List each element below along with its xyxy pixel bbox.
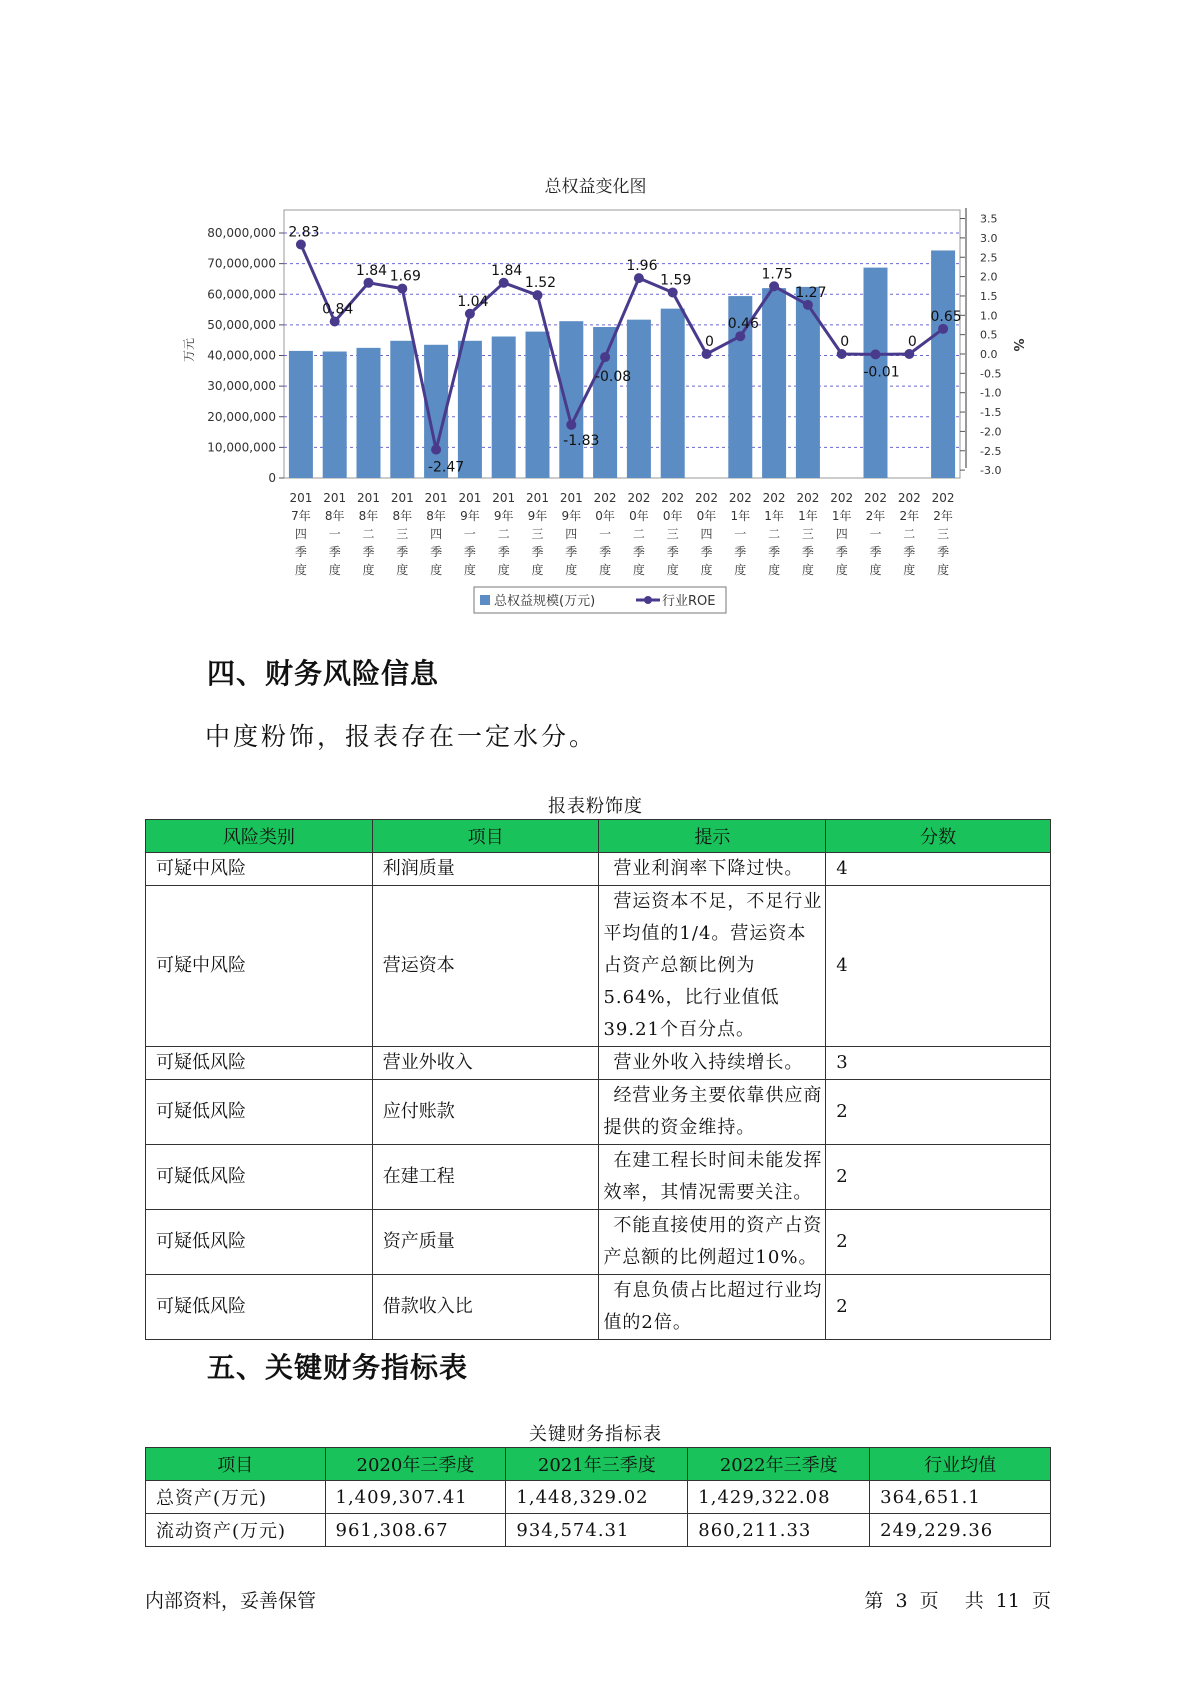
x-tick-label: 8年 xyxy=(392,509,413,523)
y2-tick-label: 2.0 xyxy=(980,270,998,284)
y-tick-label: 80,000,000 xyxy=(207,226,276,240)
risk-item: 借款收入比 xyxy=(372,1275,599,1340)
x-tick-label: 0年 xyxy=(595,509,615,523)
page-mid: 页 xyxy=(919,1590,939,1612)
roe-data-label: 1.52 xyxy=(524,275,557,292)
x-tick-label: 1年 xyxy=(798,509,818,523)
legend-line-label: 行业ROE xyxy=(662,594,716,609)
y2-tick-label: 3.0 xyxy=(980,231,998,245)
roe-data-label: 0 xyxy=(907,334,917,350)
risk-item: 营业外收入 xyxy=(372,1047,599,1080)
bar xyxy=(390,341,414,478)
header-cell: 项目 xyxy=(146,1448,326,1481)
roe-data-label: -2.47 xyxy=(427,459,465,476)
kpi-value: 1,409,307.41 xyxy=(325,1481,506,1514)
x-tick-label: 2年 xyxy=(899,509,920,523)
y2-tick-label: -3.0 xyxy=(980,464,1002,478)
risk-category: 可疑低风险 xyxy=(146,1145,373,1210)
risk-category: 可疑中风险 xyxy=(146,886,373,1047)
x-tick-label: 季 xyxy=(869,545,882,559)
table-row xyxy=(146,1481,1051,1514)
risk-score: 2 xyxy=(826,1145,1051,1210)
x-tick-label: 一 xyxy=(463,527,476,541)
risk-category: 可疑中风险 xyxy=(146,853,373,886)
x-tick-label: 1年 xyxy=(764,509,784,523)
kpi-label: 总资产(万元) xyxy=(146,1481,326,1514)
x-tick-label: 四 xyxy=(294,527,307,541)
table-row xyxy=(146,886,1051,1047)
footer-page-number xyxy=(864,1586,1051,1613)
risk-item: 应付账款 xyxy=(372,1080,599,1145)
roe-data-label: 1.84 xyxy=(491,262,523,279)
x-tick-label: 三 xyxy=(937,527,950,541)
roe-data-label: 0.84 xyxy=(322,301,354,318)
x-tick-label: 季 xyxy=(294,545,307,559)
header-cell: 分数 xyxy=(826,820,1051,853)
bar xyxy=(357,348,381,478)
x-tick-label: 201 xyxy=(458,491,482,505)
risk-hint: 有息负债占比超过行业均值的2倍。 xyxy=(599,1275,826,1340)
bar xyxy=(559,321,583,478)
y2-tick-label: 0.5 xyxy=(980,328,998,342)
x-tick-label: 0年 xyxy=(662,509,683,523)
roe-point xyxy=(702,349,712,359)
header-cell: 提示 xyxy=(599,820,826,853)
risk-category: 可疑低风险 xyxy=(146,1080,373,1145)
x-tick-label: 三 xyxy=(666,527,679,541)
risk-summary: 中度粉饰，报表存在一定水分。 xyxy=(205,722,598,751)
x-tick-label: 季 xyxy=(531,545,544,559)
roe-data-label: -1.83 xyxy=(563,432,600,449)
y2-tick-label: -1.0 xyxy=(980,386,1002,400)
kpi-table-header xyxy=(146,1448,1051,1481)
footer-confidential: 内部资料，妥善保管 xyxy=(145,1590,317,1612)
x-tick-label: 季 xyxy=(801,545,814,559)
bar xyxy=(627,320,651,478)
kpi-label: 流动资产(万元) xyxy=(146,1514,326,1547)
header-cell: 2022年三季度 xyxy=(688,1448,870,1481)
page-num: 3 xyxy=(895,1590,908,1612)
risk-table xyxy=(145,819,1051,1340)
x-tick-label: 度 xyxy=(666,563,679,577)
roe-point xyxy=(566,420,576,430)
x-tick-label: 202 xyxy=(830,491,854,505)
x-tick-label: 二 xyxy=(903,527,916,541)
bar xyxy=(661,309,685,478)
roe-data-label: 1.69 xyxy=(389,268,421,285)
kpi-value: 249,229.36 xyxy=(870,1514,1051,1547)
x-tick-label: 二 xyxy=(768,527,781,541)
x-tick-label: 四 xyxy=(700,527,713,541)
x-tick-label: 季 xyxy=(666,545,679,559)
x-tick-label: 201 xyxy=(357,491,380,505)
x-tick-label: 度 xyxy=(362,563,375,577)
y-tick-label: 30,000,000 xyxy=(207,379,276,394)
x-tick-label: 2年 xyxy=(865,509,886,523)
x-tick-label: 季 xyxy=(632,545,645,559)
x-tick-label: 季 xyxy=(430,545,443,559)
x-tick-label: 9年 xyxy=(460,509,480,523)
roe-data-label: -0.01 xyxy=(863,364,900,381)
x-tick-label: 度 xyxy=(801,563,814,577)
roe-point xyxy=(533,290,543,300)
header-cell: 风险类别 xyxy=(146,820,373,853)
x-tick-label: 度 xyxy=(294,563,307,577)
x-tick-label: 度 xyxy=(531,563,544,577)
legend-line-marker xyxy=(644,596,652,604)
bar xyxy=(289,351,313,478)
roe-data-label: 0 xyxy=(705,334,714,350)
risk-table-caption: 报表粉饰度 xyxy=(548,796,643,817)
risk-score: 3 xyxy=(826,1047,1051,1080)
y2-axis-label: % xyxy=(1010,338,1025,352)
y2-tick-label: -0.5 xyxy=(980,367,1002,381)
x-tick-label: 季 xyxy=(328,545,341,559)
x-tick-label: 季 xyxy=(903,545,916,559)
y2-tick-label: 1.0 xyxy=(980,309,998,323)
chart-title: 总权益变化图 xyxy=(544,177,647,197)
x-tick-label: 度 xyxy=(937,563,950,577)
roe-data-label: 0.65 xyxy=(930,308,962,325)
kpi-value: 1,429,322.08 xyxy=(688,1481,870,1514)
roe-point xyxy=(330,316,340,326)
x-tick-label: 季 xyxy=(362,545,375,559)
x-tick-label: 度 xyxy=(835,563,848,577)
header-cell: 2021年三季度 xyxy=(506,1448,688,1481)
table-row xyxy=(146,1145,1051,1210)
x-tick-label: 201 xyxy=(492,491,516,505)
bar xyxy=(492,337,516,478)
x-tick-label: 季 xyxy=(768,545,781,559)
x-tick-label: 度 xyxy=(734,563,747,577)
y-tick-label: 70,000,000 xyxy=(207,256,276,271)
header-cell: 项目 xyxy=(372,820,599,853)
x-tick-label: 1年 xyxy=(831,509,852,523)
x-tick-label: 度 xyxy=(599,563,612,577)
risk-score: 4 xyxy=(826,853,1051,886)
kpi-table-caption: 关键财务指标表 xyxy=(529,1424,662,1445)
x-tick-label: 一 xyxy=(734,527,747,541)
x-tick-label: 三 xyxy=(396,527,409,541)
x-tick-label: 9年 xyxy=(527,509,548,523)
risk-category: 可疑低风险 xyxy=(146,1275,373,1340)
x-tick-label: 季 xyxy=(565,545,578,559)
x-tick-label: 四 xyxy=(835,527,848,541)
roe-point xyxy=(296,239,306,249)
roe-data-label: -0.08 xyxy=(594,369,632,386)
x-tick-label: 季 xyxy=(937,545,950,559)
kpi-value: 961,308.67 xyxy=(325,1514,506,1547)
roe-data-label: 1.75 xyxy=(761,266,793,283)
risk-hint: 营运资本不足，不足行业平均值的1/4。营运资本占资产总额比例为5.64%，比行业值低39.21个百分点。 xyxy=(599,886,826,1047)
x-tick-label: 季 xyxy=(497,545,510,559)
page-prefix: 第 xyxy=(864,1590,884,1612)
roe-data-label: 1.96 xyxy=(626,258,658,275)
total-suffix: 页 xyxy=(1031,1590,1051,1612)
total-num: 11 xyxy=(995,1590,1020,1612)
x-tick-label: 三 xyxy=(801,527,814,541)
x-tick-label: 一 xyxy=(869,527,882,541)
roe-point xyxy=(499,278,509,288)
x-tick-label: 8年 xyxy=(324,509,345,523)
bar xyxy=(323,352,347,478)
y-tick-label: 20,000,000 xyxy=(207,409,276,424)
bar xyxy=(593,327,617,478)
risk-hint: 在建工程长时间未能发挥效率，其情况需要关注。 xyxy=(599,1145,826,1210)
roe-point xyxy=(600,352,610,362)
x-tick-label: 季 xyxy=(599,545,612,559)
kpi-value: 1,448,329.02 xyxy=(506,1481,688,1514)
risk-score: 2 xyxy=(826,1080,1051,1145)
x-tick-label: 9年 xyxy=(493,509,514,523)
x-tick-label: 2年 xyxy=(933,509,953,523)
kpi-value: 860,211.33 xyxy=(688,1514,870,1547)
x-tick-label: 度 xyxy=(565,563,578,577)
x-tick-label: 202 xyxy=(864,491,887,505)
risk-category: 可疑低风险 xyxy=(146,1047,373,1080)
bar xyxy=(526,332,550,478)
table-row xyxy=(146,853,1051,886)
x-tick-label: 201 xyxy=(289,491,313,505)
kpi-table xyxy=(145,1447,1051,1547)
roe-data-label: 1.27 xyxy=(795,284,827,301)
x-tick-label: 季 xyxy=(734,545,747,559)
y2-tick-label: 1.5 xyxy=(980,289,998,303)
roe-point xyxy=(735,331,745,341)
section4-title: 四、财务风险信息 xyxy=(207,657,440,690)
risk-hint: 营业利润率下降过快。 xyxy=(599,853,826,886)
table-row xyxy=(146,1047,1051,1080)
table-row xyxy=(146,1210,1051,1275)
x-tick-label: 9年 xyxy=(561,509,582,523)
x-tick-label: 7年 xyxy=(291,509,311,523)
y2-tick-label: 0.0 xyxy=(980,348,998,361)
risk-hint: 不能直接使用的资产占资产总额的比例超过10%。 xyxy=(599,1210,826,1275)
x-tick-label: 1年 xyxy=(730,509,751,523)
risk-hint: 经营业务主要依靠供应商提供的资金维持。 xyxy=(599,1080,826,1145)
x-tick-label: 二 xyxy=(497,527,510,541)
section5-title: 五、关键财务指标表 xyxy=(207,1351,469,1384)
x-tick-label: 度 xyxy=(463,563,476,577)
table-row xyxy=(146,1275,1051,1340)
bar xyxy=(762,288,786,478)
roe-data-label: 1.04 xyxy=(457,293,489,310)
y2-tick-label: -1.5 xyxy=(980,406,1002,420)
x-tick-label: 202 xyxy=(728,491,752,505)
x-tick-label: 季 xyxy=(463,545,476,559)
roe-point xyxy=(465,309,475,319)
x-tick-label: 0年 xyxy=(629,509,649,523)
y-tick-label: 50,000,000 xyxy=(207,317,276,332)
roe-point xyxy=(904,349,914,359)
x-tick-label: 度 xyxy=(903,563,916,577)
roe-point xyxy=(397,284,407,294)
x-tick-label: 一 xyxy=(599,527,612,541)
table-row xyxy=(146,1080,1051,1145)
x-tick-label: 8年 xyxy=(426,509,446,523)
risk-hint: 营业外收入持续增长。 xyxy=(599,1047,826,1080)
x-tick-label: 四 xyxy=(430,527,443,541)
y-tick-label: 0 xyxy=(268,471,276,485)
x-tick-label: 8年 xyxy=(358,509,379,523)
roe-point xyxy=(769,281,779,291)
risk-item: 资产质量 xyxy=(372,1210,599,1275)
x-tick-label: 度 xyxy=(497,563,510,577)
x-tick-label: 0年 xyxy=(696,509,717,523)
roe-data-label: 1.59 xyxy=(660,272,692,289)
x-tick-label: 201 xyxy=(526,491,549,505)
header-cell: 行业均值 xyxy=(870,1448,1051,1481)
roe-data-label: 0 xyxy=(840,334,850,350)
x-tick-label: 201 xyxy=(424,491,448,505)
x-tick-label: 202 xyxy=(796,491,820,505)
y2-tick-label: 3.5 xyxy=(980,212,998,226)
x-tick-label: 四 xyxy=(565,527,578,541)
x-tick-label: 202 xyxy=(593,491,617,505)
legend-bar-swatch xyxy=(480,595,490,605)
y2-tick-label: 2.5 xyxy=(980,251,998,265)
risk-item: 营运资本 xyxy=(372,886,599,1047)
roe-data-label: 1.84 xyxy=(355,262,388,279)
x-tick-label: 二 xyxy=(632,527,645,541)
x-tick-label: 201 xyxy=(390,491,414,505)
risk-score: 2 xyxy=(826,1275,1051,1340)
plot-frame xyxy=(284,210,960,478)
kpi-value: 364,651.1 xyxy=(870,1481,1051,1514)
legend-bar-label: 总权益规模(万元) xyxy=(494,594,596,609)
x-tick-label: 202 xyxy=(931,491,955,505)
roe-data-label: 0.46 xyxy=(727,316,759,333)
header-cell: 2020年三季度 xyxy=(325,1448,506,1481)
x-tick-label: 202 xyxy=(627,491,651,505)
x-tick-label: 二 xyxy=(362,527,375,541)
x-tick-label: 202 xyxy=(695,491,718,505)
x-tick-label: 201 xyxy=(559,491,583,505)
x-tick-label: 度 xyxy=(396,563,409,577)
roe-point xyxy=(668,287,678,297)
x-tick-label: 度 xyxy=(632,563,645,577)
bar xyxy=(931,250,955,478)
x-tick-label: 季 xyxy=(835,545,848,559)
x-tick-label: 202 xyxy=(762,491,786,505)
x-tick-label: 202 xyxy=(661,491,685,505)
roe-point xyxy=(364,278,374,288)
roe-point xyxy=(938,324,948,334)
y2-tick-label: -2.0 xyxy=(980,425,1002,439)
roe-point xyxy=(634,273,644,283)
x-tick-label: 度 xyxy=(869,563,882,577)
y-axis-label: 万元 xyxy=(182,337,196,363)
x-tick-label: 202 xyxy=(897,491,921,505)
x-tick-label: 201 xyxy=(323,491,347,505)
roe-data-label: 2.83 xyxy=(288,224,320,241)
y-tick-label: 60,000,000 xyxy=(207,287,276,302)
risk-item: 利润质量 xyxy=(372,853,599,886)
bar xyxy=(458,341,482,478)
x-tick-label: 一 xyxy=(328,527,341,541)
equity-chart xyxy=(0,0,1191,640)
kpi-value: 934,574.31 xyxy=(506,1514,688,1547)
x-tick-label: 季 xyxy=(700,545,713,559)
table-row xyxy=(146,1514,1051,1547)
roe-point xyxy=(871,349,881,359)
chart-svg xyxy=(0,0,1191,640)
risk-category: 可疑低风险 xyxy=(146,1210,373,1275)
x-tick-label: 度 xyxy=(700,563,713,577)
risk-item: 在建工程 xyxy=(372,1145,599,1210)
risk-score: 2 xyxy=(826,1210,1051,1275)
roe-point xyxy=(431,445,441,455)
x-tick-label: 度 xyxy=(328,563,341,577)
x-tick-label: 三 xyxy=(531,527,544,541)
x-tick-label: 度 xyxy=(430,563,443,577)
roe-point xyxy=(803,300,813,310)
risk-score: 4 xyxy=(826,886,1051,1047)
x-tick-label: 季 xyxy=(396,545,409,559)
roe-point xyxy=(837,349,847,359)
total-prefix: 共 xyxy=(964,1590,984,1612)
x-tick-label: 度 xyxy=(768,563,781,577)
y-tick-label: 40,000,000 xyxy=(207,348,276,363)
risk-table-header xyxy=(146,820,1051,853)
y2-tick-label: -2.5 xyxy=(980,444,1002,458)
y-tick-label: 10,000,000 xyxy=(207,440,276,455)
